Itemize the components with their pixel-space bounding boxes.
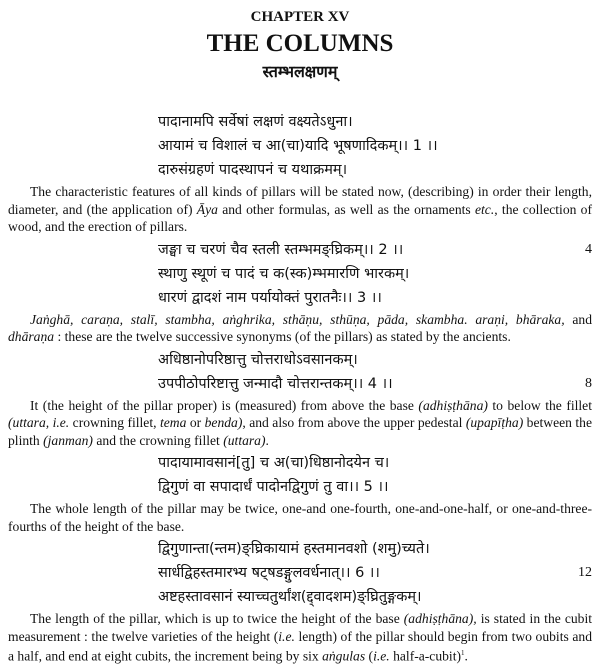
- line-number: 8: [585, 375, 592, 391]
- verse-text: धारणं द्वादशं नाम पर्यायोक्तं पुरातनैः।। 3 ।।: [158, 289, 382, 306]
- verse-line: [158, 537, 592, 561]
- sanskrit-verse: [8, 110, 592, 182]
- chapter-label: CHAPTER XV: [250, 9, 350, 25]
- translation-paragraph: It (the height of the pillar proper) is (measured) from above the base (adhiṣṭhāna) to below the fillet (uttara, i.e. crowning fillet, tema or benda), and also from above the upper pedestal (upapīṭha) between the plinth (janman) and the crowning fillet (uttara).: [8, 397, 593, 448]
- sanskrit-verse: [8, 348, 592, 396]
- verse-line: [158, 372, 592, 396]
- document-body: [8, 110, 592, 665]
- verse-line: [158, 585, 592, 609]
- verse-text: द्विगुणं वा सपादार्धं पादोनद्विगुणं तु वा।। 5 ।।: [158, 479, 389, 495]
- line-number: 4: [585, 241, 592, 257]
- verse-line: [158, 134, 592, 158]
- verse-line: [158, 286, 592, 310]
- verse-line: [158, 475, 592, 499]
- verse-text: उपपीठोपरिष्टात्तु जन्मादौ चोत्तरान्तकम्।। 4 ।।: [158, 375, 393, 392]
- translation-paragraph: The length of the pillar, which is up to twice the height of the base (adhiṣṭhāna), is stated in the cubit measurement : the twelve varieties of the height (i.e. length) of the pillar should begin from two oubits and a half, and end at eight cubits, the increment being by six aṅgulas (i.e. half-a-cubit)$^1$.: [8, 611, 592, 664]
- verse-text: दारुसंग्रहणं पादस्थापनं च यथाक्रमम्।: [158, 162, 348, 178]
- sanskrit-title: स्तम्भलक्षणम्: [262, 62, 338, 81]
- translation-paragraph: The whole length of the pillar may be twice, one-and one-fourth, one-and-one-half, or one-and-three-fourths of the height of the base.: [8, 501, 592, 534]
- sanskrit-verse: [8, 451, 592, 499]
- verse-line: [158, 238, 592, 262]
- verse-line: [158, 561, 592, 585]
- verse-text: पादानामपि सर्वेषां लक्षणं वक्ष्यतेऽधुना।: [158, 114, 353, 130]
- verse-line: [158, 451, 592, 475]
- line-number: 12: [578, 565, 592, 580]
- verse-line: [158, 158, 592, 182]
- verse-text: स्थाणु स्थूणं च पादं च क(स्क)म्भमारणि भारकम्।: [158, 265, 410, 282]
- verse-text: जङ्घा च चरणं चैव स्तली स्तम्भमङ्घ्रिकम्।। 2 ।।: [158, 241, 404, 258]
- verse-text: सार्धद्विहस्तमारभ्य षट्षडङ्गुलवर्धनात्।। 6 ।।: [158, 565, 380, 581]
- translation-paragraph: The characteristic features of all kinds of pillars will be stated now, (describing) in order their length, diameter, and (the application of) Āya and other formulas, as well as the ornaments etc., the collection of wood, and the erection of pillars.: [8, 184, 593, 234]
- verse-line: [158, 110, 592, 134]
- verse-line: [158, 348, 592, 372]
- sanskrit-verse: [8, 238, 592, 310]
- sanskrit-verse: [8, 537, 592, 609]
- verse-text: आयामं च विशालं च आ(चा)यादि भूषणादिकम्।। 1 ।।: [158, 138, 438, 154]
- verse-text: अष्टहस्तावसानं स्याच्चतुर्थांश(द्द्वादशम)ङ्घ्रितुङ्गकम्।: [158, 589, 422, 605]
- chapter-title: THE COLUMNS: [206, 30, 394, 57]
- verse-text: पादायामावसानं[तु] च अ(चा)धिष्ठानोदयेन च।: [158, 455, 390, 471]
- verse-text: द्विगुणान्ता(न्तम)ङ्घ्रिकायामं हस्तमानवशो (शमु)च्यते।: [158, 541, 430, 557]
- translation-paragraph: Jaṅghā, caraṇa, stalī, stambha, aṅghrika, sthāṇu, sthūṇa, pāda, skambha. araṇi, bhāraka, and dhāraṇa : these are the twelve successive synonyms (of the pillars) as stated by the ancients.: [8, 311, 593, 344]
- verse-line: [158, 262, 592, 286]
- verse-text: अधिष्ठानोपरिष्ठात्तु चोत्तराधोऽवसानकम्।: [158, 351, 358, 368]
